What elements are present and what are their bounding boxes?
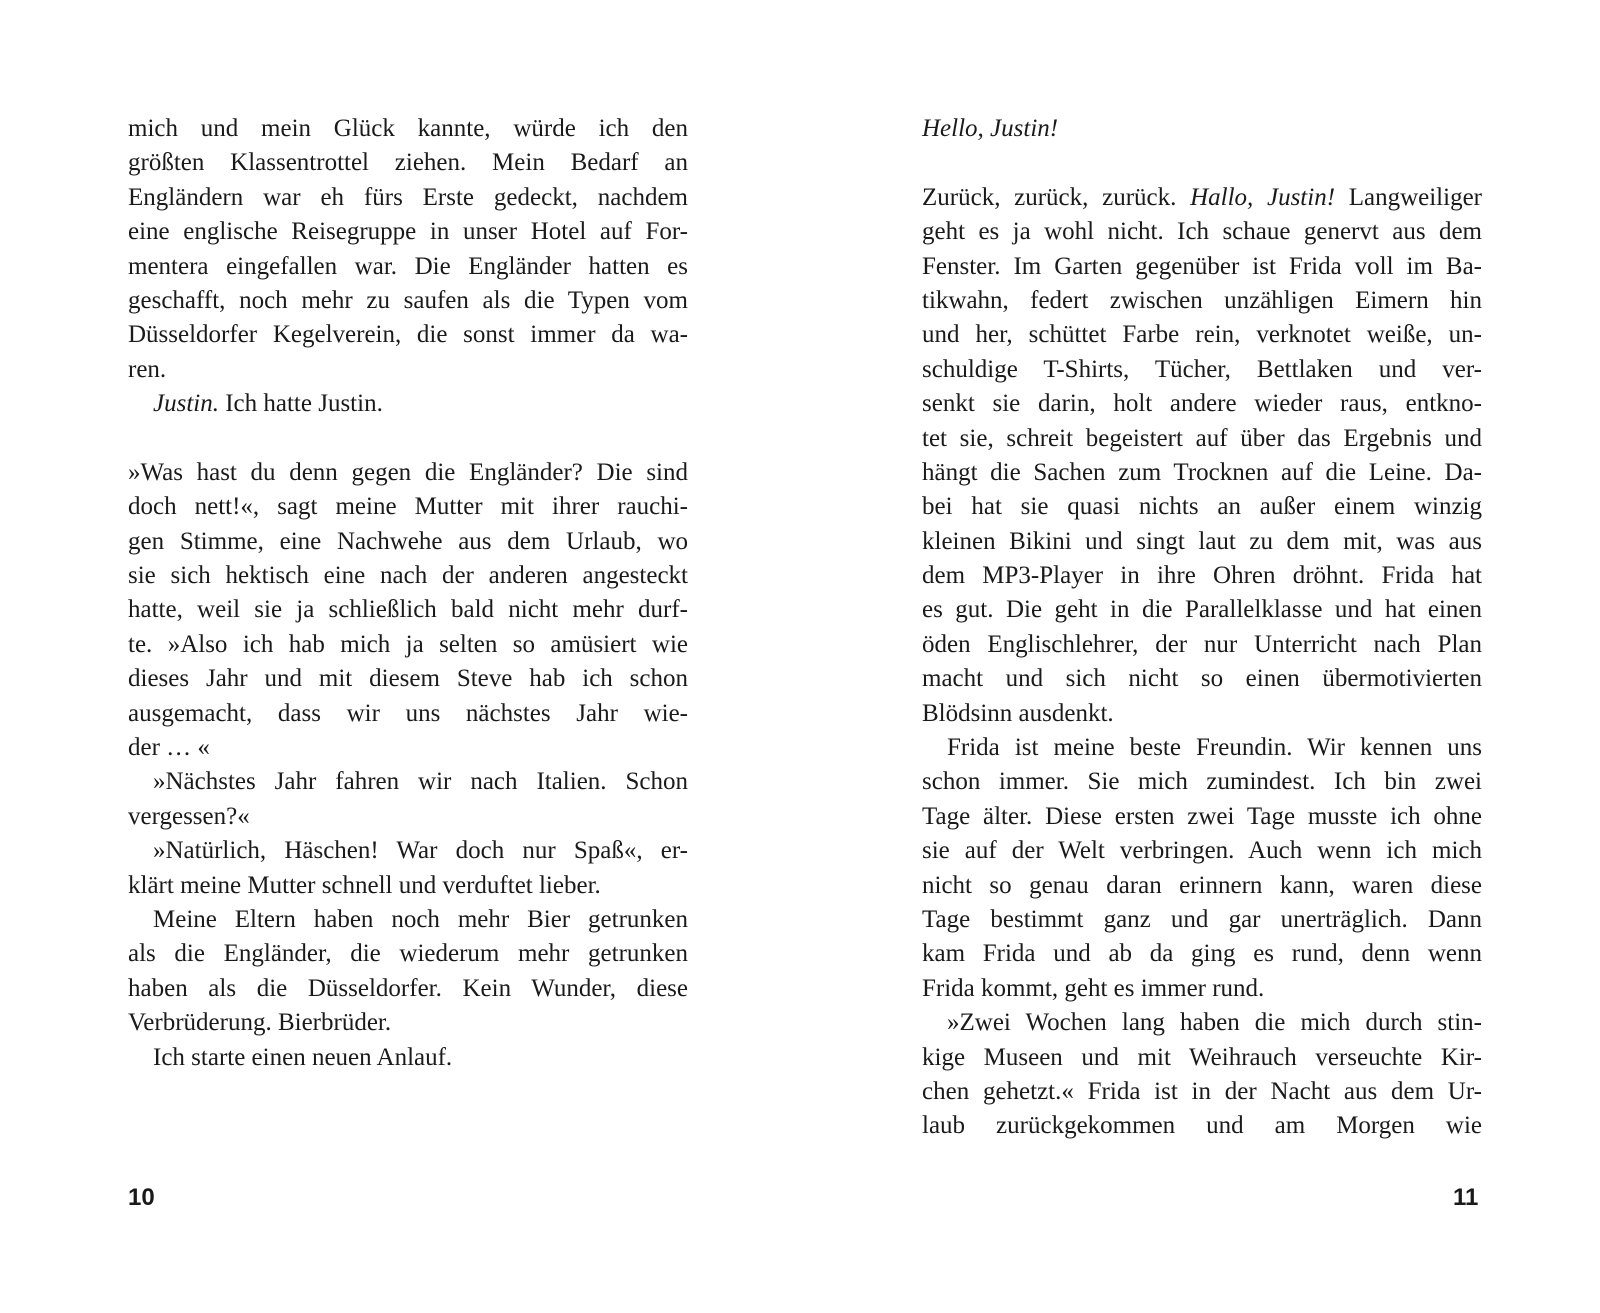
text-line: Blödsinn ausdenkt. [922,699,1114,727]
text-line: Frida kommt, geht es immer rund. [922,974,1265,1002]
text-line: »Zwei Wochen lang haben die mich durch stin- [947,1009,1482,1037]
text-line: kam Frida und ab da ging es rund, denn wenn [922,940,1482,968]
text-line: sie sich hektisch eine nach der anderen angesteckt [128,562,688,590]
text-line: »Natürlich, Häschen! War doch nur Spaß«, er- [153,837,688,865]
text-line: geht es ja wohl nicht. Ich schaue genervt aus dem [922,218,1482,246]
text-line: schuldige T-Shirts, Tücher, Bettlaken und ver- [922,355,1482,383]
text-segment: Ich hatte Justin. [218,390,383,418]
text-line: Tage älter. Diese ersten zwei Tage musste ich ohne [922,802,1482,830]
text-line: ren. [128,355,167,383]
text-line: tikwahn, federt zwischen unzähligen Eimern hin [922,286,1482,314]
left-page-text [128,112,688,1075]
text-line: ausgemacht, dass wir uns nächstes Jahr wie- [128,699,688,727]
text-line [922,112,1482,146]
text-line: eine englische Reisegruppe in unser Hotel auf For- [128,218,688,246]
text-line: geschafft, noch mehr zu saufen als die Typen vom [128,286,688,314]
text-line: »Was hast du denn gegen die Engländer? Die sind [128,458,688,486]
text-line [128,387,688,421]
text-line [922,181,1482,215]
right-page-text [922,112,1482,1144]
text-line: öden Englischlehrer, der nur Unterricht nach Plan [922,630,1482,658]
text-line: macht und sich nicht so einen übermotivierten [922,665,1482,693]
text-segment: Zurück, zurück, zurück. [922,183,1191,211]
italic-text: Hallo, Justin! [1190,183,1336,211]
page-number-right: 11 [1453,1184,1479,1211]
text-line: schon immer. Sie mich zumindest. Ich bin zwei [922,768,1482,796]
text-line: bei hat sie quasi nichts an außer einem winzig [922,493,1482,521]
text-line: nicht so genau daran erinnern kann, waren diese [922,871,1482,899]
text-line: Ich starte einen neuen Anlauf. [153,1043,453,1071]
text-segment: Langweiliger [1335,183,1482,211]
paragraph-gap [128,422,688,456]
text-line: Meine Eltern haben noch mehr Bier getrunken [153,905,688,933]
text-line: sie auf der Welt verbringen. Auch wenn ich mich [922,837,1482,865]
text-line: und her, schüttet Farbe rein, verknotet weiße, un- [922,321,1482,349]
text-line: mich und mein Glück kannte, würde ich den [128,115,688,142]
text-line: klärt meine Mutter schnell und verduftet lieber. [128,871,601,899]
page-number-left: 10 [128,1184,155,1211]
text-line: dieses Jahr und mit diesem Steve hab ich schon [128,665,688,693]
text-line: als die Engländer, die wiederum mehr getrunken [128,940,688,968]
text-line: Engländern war eh fürs Erste gedeckt, nachdem [128,183,688,211]
text-line: kleinen Bikini und singt laut zu dem mit, was aus [922,527,1482,555]
text-line: »Nächstes Jahr fahren wir nach Italien. Schon [153,768,688,796]
text-line: Tage bestimmt ganz und gar unerträglich. Dann [922,905,1482,933]
text-line: der … « [128,734,210,762]
text-line: es gut. Die geht in die Parallelklasse und hat einen [922,596,1482,624]
text-line: hatte, weil sie ja schließlich bald nicht mehr durf- [128,596,688,624]
text-line: gen Stimme, eine Nachwehe aus dem Urlaub, wo [128,527,688,555]
italic-text: Hello, Justin! [922,115,1059,142]
text-line: Fenster. Im Garten gegenüber ist Frida voll im Ba- [922,252,1482,280]
text-line: kige Museen und mit Weihrauch verseuchte Kir- [922,1043,1482,1071]
paragraph-gap [922,146,1482,180]
text-line: vergessen?« [128,802,250,830]
text-line: tet sie, schreit begeistert auf über das Ergebnis und [922,424,1482,452]
italic-text: Justin. [153,390,219,418]
text-line: chen gehetzt.« Frida ist in der Nacht aus dem Ur- [922,1077,1482,1105]
text-line: mentera eingefallen war. Die Engländer hatten es [128,252,688,280]
text-line: te. »Also ich hab mich ja selten so amüsiert wie [128,630,688,658]
text-line: senkt sie darin, holt andere wieder raus, entkno- [922,390,1482,418]
text-line: haben als die Düsseldorfer. Kein Wunder, diese [128,974,688,1002]
text-line: laub zurückgekommen und am Morgen wie [922,1112,1482,1140]
text-line: doch nett!«, sagt meine Mutter mit ihrer rauchi- [128,493,688,521]
text-line: größten Klassentrottel ziehen. Mein Bedarf an [128,149,688,177]
text-line: Düsseldorfer Kegelverein, die sonst immer da wa- [128,321,688,349]
text-line: Verbrüderung. Bierbrüder. [128,1009,392,1037]
text-line: hängt die Sachen zum Trocknen auf die Leine. Da- [922,458,1482,486]
text-line: Frida ist meine beste Freundin. Wir kennen uns [947,734,1482,762]
text-line: dem MP3-Player in ihre Ohren dröhnt. Frida hat [922,562,1482,590]
